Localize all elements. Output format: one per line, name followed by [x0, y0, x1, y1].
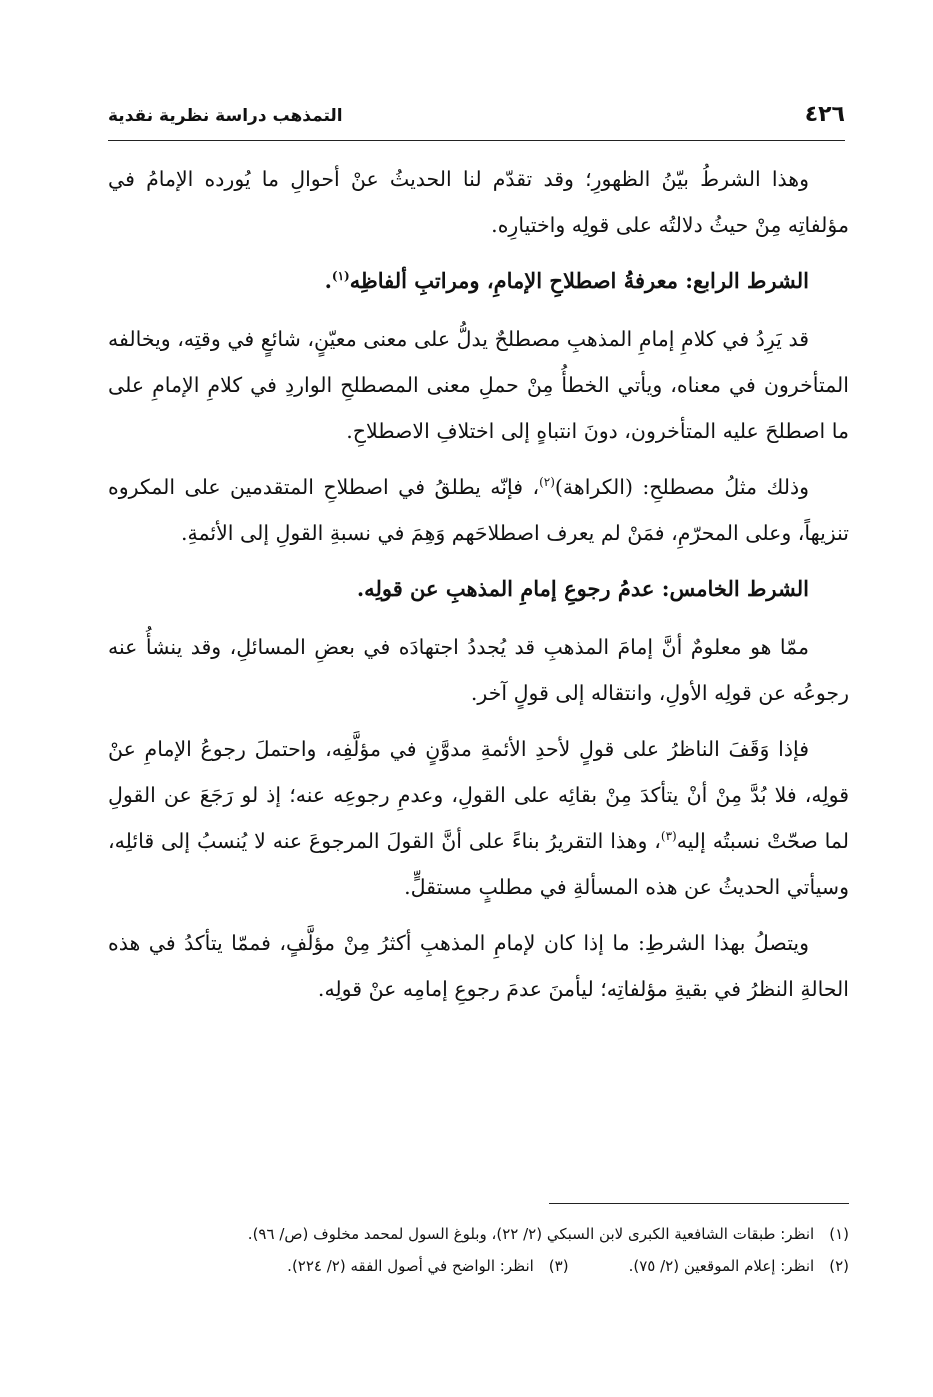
- footnote-ref-3[interactable]: (٣): [660, 829, 677, 844]
- footnote-3-text: انظر: الواضح في أصول الفقه (٢/ ٢٢٤).: [287, 1257, 534, 1275]
- footnote-1-number: (١): [829, 1225, 849, 1243]
- paragraph-5: [108, 726, 849, 910]
- heading-period: .: [324, 268, 332, 293]
- footnote-1-text: انظر: طبقات الشافعية الكبرى لابن السبكي (٢/ ٢٢)، وبلوغ السول لمحمد مخلوف (ص/ ٩٦).: [247, 1225, 815, 1243]
- paragraph-4: ممّا هو معلومٌ أنَّ إمامَ المذهبِ قد يُجددُ اجتهادَه في بعضِ المسائلِ، وقد ينشأُ عنه رجوعُه عن قولِه الأولِ، وانتقاله إلى قولٍ آخر.: [108, 635, 849, 705]
- footnote-divider: [549, 1203, 849, 1204]
- footnote-3: [287, 1250, 568, 1282]
- page-header: [108, 100, 845, 141]
- condition-four-title: الشرط الرابع: معرفةُ اصطلاحِ الإمامِ، ومراتبِ ألفاظِه: [349, 268, 809, 293]
- paragraph-5-end: ، وهذا التقريرُ بناءً على أنَّ القولَ المرجوعَ عنه لا يُنسبُ إلى قائلِه، وسيأتي الحديثُ عن هذه المسألةِ في مطلبٍ مستقلٍّ.: [108, 829, 849, 899]
- footnote-2-text: انظر: إعلام الموقعين (٢/ ٧٥).: [628, 1257, 815, 1275]
- footnote-ref-1[interactable]: (١): [331, 269, 350, 283]
- paragraph-1: وهذا الشرطُ بيّنُ الظهورِ؛ وقد تقدّم لنا الحديثُ عنْ أحوالِ ما يُورده الإمامُ في مؤلفاتِه مِنْ حيثُ دلالتُه على قولِه واختيارِه.: [108, 167, 849, 237]
- footnote-2-number: (٢): [829, 1257, 849, 1275]
- paragraph-3-start: وذلك مثلُ مصطلحِ: (الكراهة): [554, 475, 809, 499]
- condition-five-heading: الشرط الخامس: عدمُ رجوعِ إمامِ المذهبِ عن قولِه.: [356, 576, 809, 601]
- paragraph-3-end: ، فإنّه يطلقُ في اصطلاحِ المتقدمين على المكروه تنزيهاً، وعلى المحرّمِ، فمَنْ لم يعرف اصطلاحَهم وَهِمَ في نسبةِ القولِ إلى الأئمةِ.: [108, 475, 849, 545]
- footnote-2: [629, 1250, 849, 1282]
- paragraph-5-start: فإذا وَقَفَ الناظرُ على قولٍ لأحدِ الأئمةِ مدوَّنٍ في مؤلَّفِه، واحتملَ رجوعُ الإمامِ عنْ قولِه، فلا بُدَّ مِنْ أنْ يتأكدَ مِنْ بقائِه على القولِ، وعدمِ رجوعِه عنه؛ إذ لو رَجَعَ عن القولِ لما صحّتْ نسبتُه إليه: [108, 737, 849, 853]
- running-title: التمذهب دراسة نظرية نقدية: [108, 106, 343, 126]
- paragraph-2: قد يَرِدُ في كلامِ إمامِ المذهبِ مصطلحٌ يدلُّ على معنى معيّنٍ، شائعٍ في وقتِه، ويخالفه المتأخرون في معناه، ويأتي الخطأُ مِنْ حملِ معنى المصطلحِ الواردِ في كلامِ الإمامِ على ما اصطلحَ عليه المتأخرون، دونَ انتباهٍ إلى اختلافِ الاصطلاحِ.: [108, 327, 849, 443]
- footnotes: [108, 1218, 849, 1282]
- footnote-row: [108, 1250, 849, 1282]
- page-number: ٤٢٦: [804, 102, 845, 127]
- footnote-ref-2[interactable]: (٢): [539, 475, 555, 490]
- condition-four-heading: [108, 258, 849, 304]
- paragraph-6: ويتصلُ بهذا الشرطِ: ما إذا كان لإمامِ المذهبِ أكثرُ مِنْ مؤلَّفٍ، فممّا يتأكدُ في هذه الحالةِ النظرُ في بقيةِ مؤلفاتِه؛ ليأمنَ عدمَ رجوعِ إمامِه عنْ قولِه.: [108, 931, 849, 1001]
- footnote-1: [108, 1218, 849, 1250]
- footnote-3-number: (٣): [548, 1257, 569, 1275]
- main-text: [108, 156, 849, 1022]
- paragraph-3: [108, 464, 849, 556]
